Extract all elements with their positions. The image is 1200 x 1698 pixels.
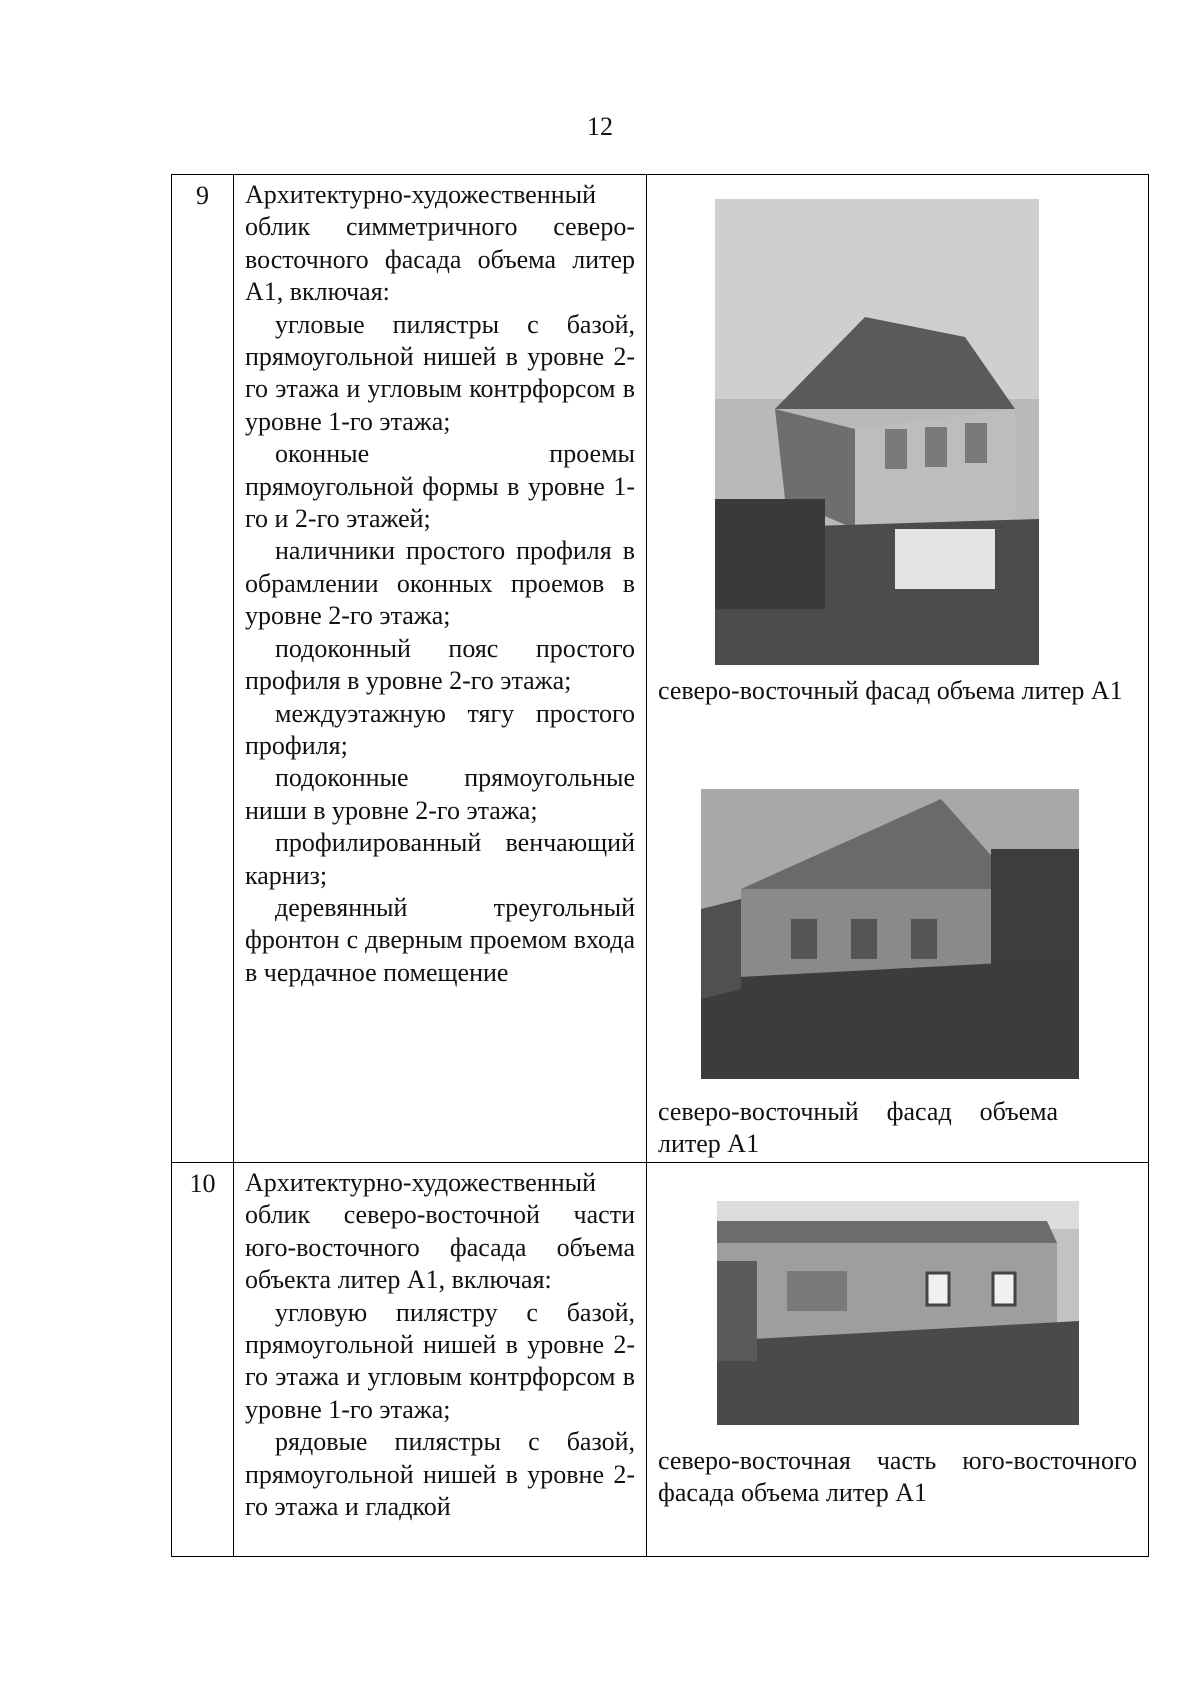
table-row [172, 1163, 1149, 1557]
row-description [234, 175, 647, 1163]
page-number: 12 [587, 112, 613, 141]
facade-photo [717, 1201, 1079, 1425]
facade-photo [701, 789, 1079, 1079]
list-item: наличники простого профиля в обрамлении оконных проемов в уровне 2-го этажа; [245, 536, 635, 631]
photo-caption: северо-восточный фасад объема литер А1 [658, 676, 1123, 705]
list-item: междуэтажную тягу простого профиля; [245, 698, 635, 760]
row-description [234, 1163, 647, 1557]
list-item: оконные проемы прямоугольной формы в уровне 1-го и 2-го этажей; [245, 439, 635, 534]
list-item: подоконный пояс простого профиля в уровне 2-го этажа; [245, 633, 635, 696]
description-title: Архитектурно-художественный облик северо-восточной части юго-восточного фасада объема объекта литер А1, включая: [245, 1168, 635, 1295]
photo-caption: северо-восточная часть юго-восточного фасада объема литер А1 [658, 1446, 1137, 1507]
list-item: профилированный венчающий карниз; [245, 828, 635, 890]
description-title: Архитектурно-художественный облик симметричного северо-восточного фасада объема литер А1, включая: [245, 180, 635, 307]
row-number: 9 [172, 175, 234, 1163]
list-item: рядовые пилястры с базой, прямоугольной нишей в уровне 2-го этажа и гладкой [245, 1427, 635, 1522]
row-photos [647, 175, 1149, 1163]
facade-photo [715, 199, 1039, 665]
list-item: угловую пилястру с базой, прямоугольной нишей в уровне 2-го этажа и угловым контрфорсом в уровне 1-го этажа; [245, 1297, 635, 1424]
heritage-elements-table [171, 174, 1149, 1557]
photo-caption: северо-восточный фасад объема литер А1 [658, 1097, 1058, 1158]
list-item: деревянный треугольный фронтон с дверным проемом входа в чердачное помещение [245, 892, 635, 987]
table-row [172, 175, 1149, 1163]
row-number: 10 [172, 1163, 234, 1557]
list-item: угловые пилястры с базой, прямоугольной нишей в уровне 2-го этажа и угловым контрфорсом в уровне 1-го этажа; [245, 309, 635, 436]
list-item: подоконные прямоугольные ниши в уровне 2-го этажа; [245, 763, 635, 825]
row-photos [647, 1163, 1149, 1557]
